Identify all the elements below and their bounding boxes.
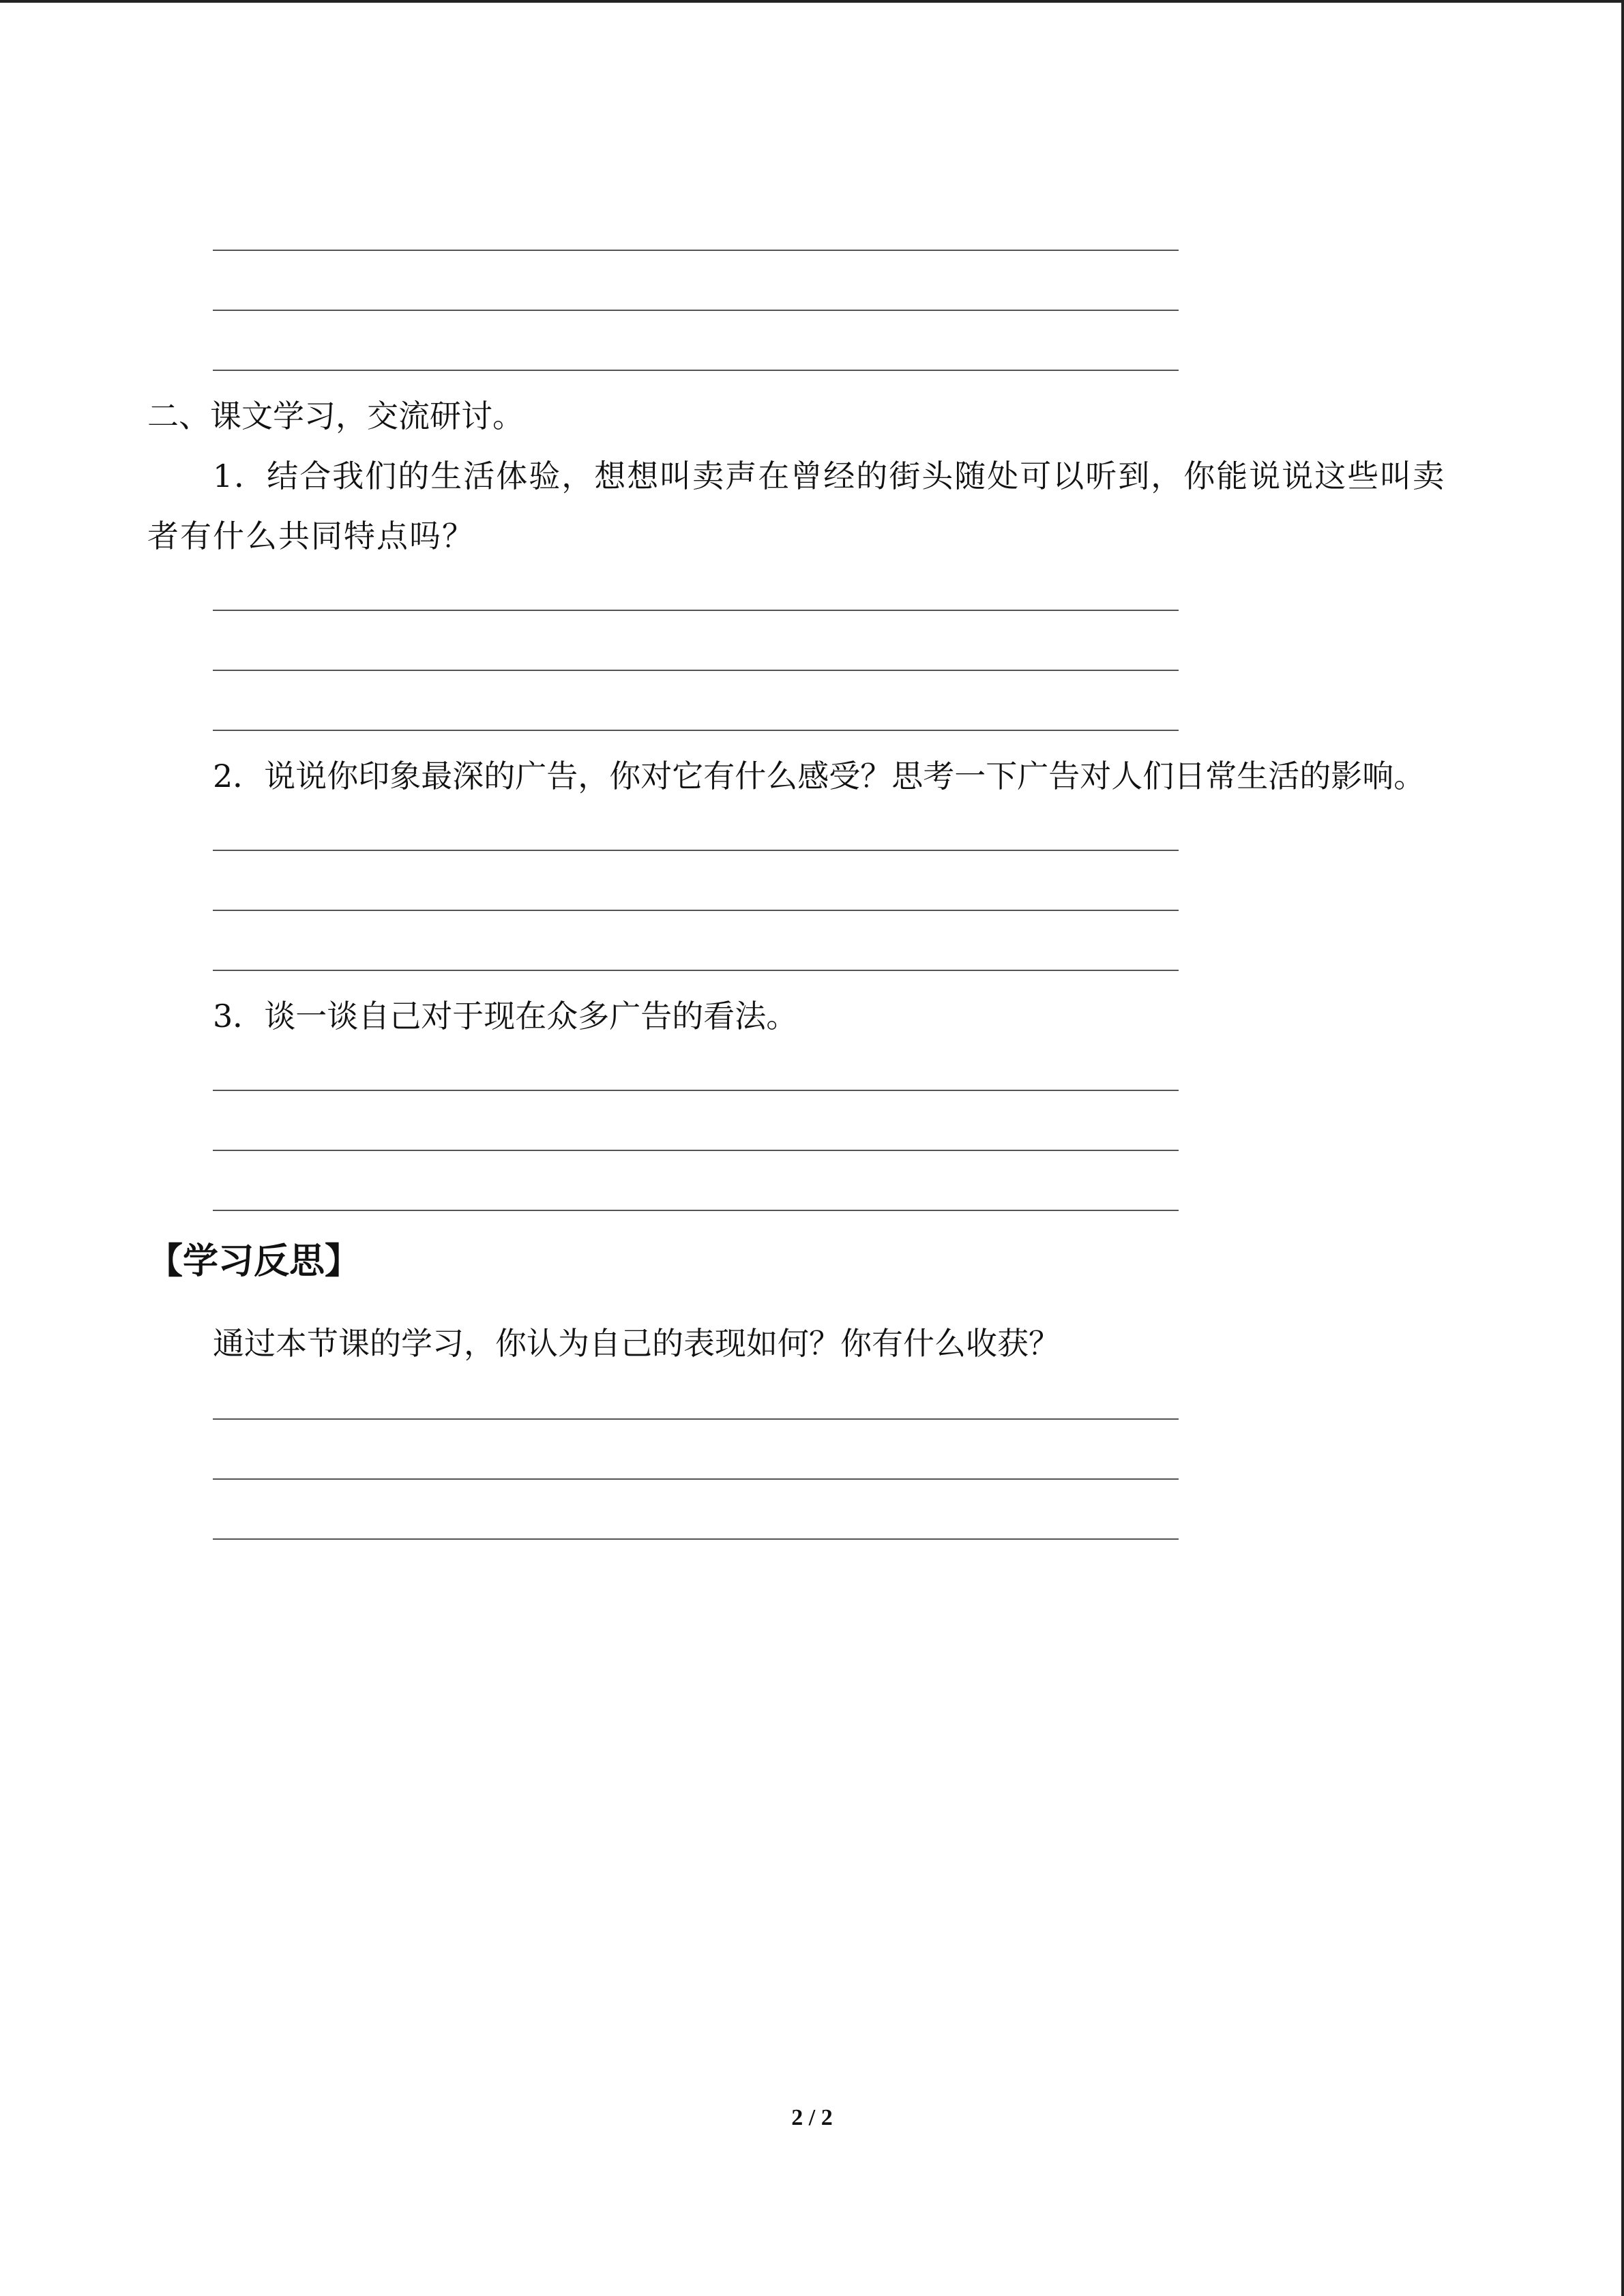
answer-line xyxy=(213,250,1179,251)
answer-line xyxy=(213,1150,1179,1151)
question-1: 1．结合我们的生活体验，想想叫卖声在曾经的街头随处可以听到，你能说说这些叫卖者有什么共同特点吗？ xyxy=(147,458,1446,554)
question-2: 2．说说你印象最深的广告，你对它有什么感受？思考一下广告对人们日常生活的影响。 xyxy=(213,758,1426,794)
answer-line xyxy=(213,910,1179,911)
answer-line xyxy=(213,1418,1179,1420)
answer-line xyxy=(213,310,1179,311)
answer-line xyxy=(213,730,1179,731)
answer-line xyxy=(213,1538,1179,1540)
answer-line xyxy=(213,970,1179,971)
page-border-top xyxy=(0,0,1624,3)
answer-line xyxy=(213,370,1179,371)
answer-line xyxy=(213,1478,1179,1480)
page-number: 2 / 2 xyxy=(791,2105,833,2130)
answer-line xyxy=(213,610,1179,611)
answer-line xyxy=(213,670,1179,671)
section-two-title: 二、课文学习，交流研讨。 xyxy=(147,398,524,434)
answer-line xyxy=(213,1210,1179,1211)
reflection-heading: 【学习反思】 xyxy=(147,1241,361,1282)
page-border-right xyxy=(1621,0,1624,2296)
reflection-prompt: 通过本节课的学习，你认为自己的表现如何？你有什么收获？ xyxy=(213,1325,1060,1362)
answer-line xyxy=(213,1090,1179,1091)
answer-line xyxy=(213,850,1179,851)
question-3: 3．谈一谈自己对于现在众多广告的看法。 xyxy=(213,998,798,1034)
